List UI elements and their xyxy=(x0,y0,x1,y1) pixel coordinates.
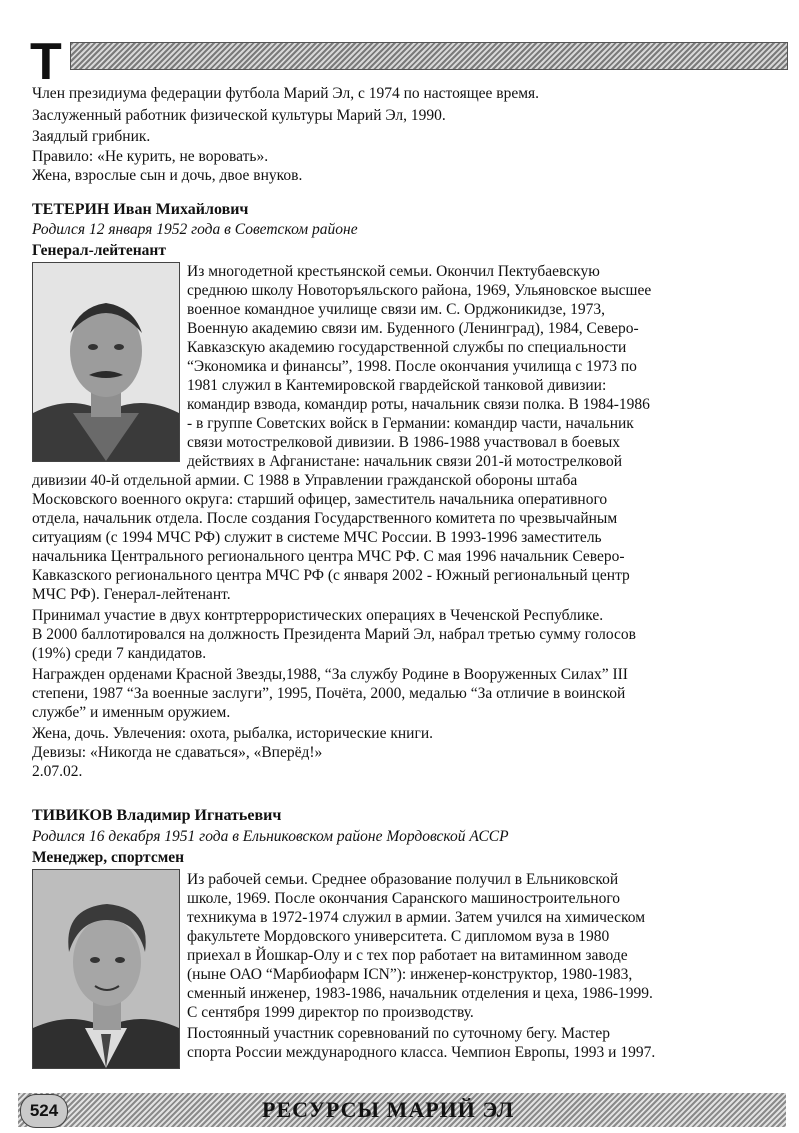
entry1-born: Родился 12 января 1952 года в Советском районе xyxy=(32,221,358,238)
entry2-portrait-photo xyxy=(32,869,180,1069)
text-line: Военную академию связи им. Буденного (Ленинград), 1984, Северо- xyxy=(187,320,639,337)
text-line: школе, 1969. После окончания Саранского машиностроительного xyxy=(187,890,621,907)
text-line: Девизы: «Никогда не сдаваться», «Вперёд!» xyxy=(32,744,323,761)
text-line: дивизии 40-й отдельной армии. С 1988 в Управлении гражданской обороны штаба xyxy=(32,472,578,489)
text-line: 2.07.02. xyxy=(32,763,83,780)
section-letter: Т xyxy=(30,33,62,91)
text-line: Принимал участие в двух контртеррористических операциях в Чеченской Республике. xyxy=(32,607,604,624)
text-line: Из многодетной крестьянской семьи. Окончил Пектубаевскую xyxy=(187,263,600,280)
text-line: Жена, дочь. Увлечения: охота, рыбалка, исторические книги. xyxy=(32,725,433,742)
text-line: Член президиума федерации футбола Марий Эл, с 1974 по настоящее время. xyxy=(32,85,540,102)
text-line: Постоянный участник соревнований по суточному бегу. Мастер xyxy=(187,1025,611,1042)
text-line: (19%) среди 7 кандидатов. xyxy=(32,645,207,662)
text-line: Жена, взрослые сын и дочь, двое внуков. xyxy=(32,167,303,184)
entry1-name: ТЕТЕРИН Иван Михайлович xyxy=(32,201,249,218)
text-line: Заядлый грибник. xyxy=(32,128,151,145)
text-line: командир взвода, командир роты, начальник связи полка. В 1984-1986 xyxy=(187,396,650,413)
text-line: Из рабочей семьи. Среднее образование получил в Ельниковской xyxy=(187,871,619,888)
text-line: МЧС РФ). Генерал-лейтенант. xyxy=(32,586,231,603)
text-line: Заслуженный работник физической культуры Марий Эл, 1990. xyxy=(32,107,446,124)
entry2-born: Родился 16 декабря 1951 года в Ельниковском районе Мордовской АССР xyxy=(32,828,509,845)
text-line: Московского военного округа: старший офицер, заместитель начальника оперативного xyxy=(32,491,608,508)
footer-title: РЕСУРСЫ МАРИЙ ЭЛ xyxy=(262,1097,515,1122)
text-line: Правило: «Не курить, не воровать». xyxy=(32,148,269,165)
text-line: приехал в Йошкар-Олу и с тех пор работает на витаминном заводе xyxy=(187,947,628,964)
header-decorative-bar xyxy=(70,42,788,70)
text-line: “Экономика и финансы”, 1998. После окончания училища с 1973 по xyxy=(187,358,637,375)
text-line: связи мотострелковой дивизии. В 1986-1988 участвовал в боевых xyxy=(187,434,620,451)
text-line: - в группе Советских войск в Германии: командир части, начальник xyxy=(187,415,634,432)
text-line: среднюю школу Новоторъяльского района, 1969, Ульяновское высшее xyxy=(187,282,652,299)
entry2-title: Менеджер, спортсмен xyxy=(32,849,185,866)
text-line: техникума в 1972-1974 служил в армии. Затем учился на химическом xyxy=(187,909,646,926)
text-line: Кавказскую академию государственной службы по специальности xyxy=(187,339,627,356)
page-number: 524 xyxy=(20,1094,68,1128)
text-line: факультете Мордовского университета. С дипломом вуза в 1980 xyxy=(187,928,610,945)
text-line: С сентября 1999 директор по производству. xyxy=(187,1004,474,1021)
text-line: отдела, начальник отдела. После создания Государственного комитета по чрезвычайным xyxy=(32,510,618,527)
text-line: Награжден орденами Красной Звезды,1988, “За службу Родине в Вооруженных Силах” III xyxy=(32,666,628,683)
text-line: военное командное училище связи им. С. Орджоникидзе, 1973, xyxy=(187,301,606,318)
text-line: спорта России международного класса. Чемпион Европы, 1993 и 1997. xyxy=(187,1044,656,1061)
text-line: 1981 служил в Кантемировской гвардейской танковой дивизии: xyxy=(187,377,607,394)
text-line: ситуациям (с 1994 МЧС РФ) служит в системе МЧС России. В 1993-1996 заместитель xyxy=(32,529,602,546)
entry2-name: ТИВИКОВ Владимир Игнатьевич xyxy=(32,807,282,824)
text-line: сменный инженер, 1983-1986, начальник отделения и цеха, 1986-1999. xyxy=(187,985,653,1002)
entry1-title: Генерал-лейтенант xyxy=(32,242,166,259)
text-line: службе” и именным оружием. xyxy=(32,704,231,721)
text-line: начальника Центрального регионального центра МЧС РФ. С мая 1996 начальник Северо- xyxy=(32,548,625,565)
text-line: Кавказского регионального центра МЧС РФ (с января 2002 - Южный региональный центр xyxy=(32,567,630,584)
entry1-portrait-photo xyxy=(32,262,180,462)
text-line: степени, 1987 “За военные заслуги”, 1995, Почёта, 2000, медалью “За отличие в воинской xyxy=(32,685,626,702)
text-line: В 2000 баллотировался на должность Президента Марий Эл, набрал третью сумму голосов xyxy=(32,626,637,643)
text-line: (ныне ОАО “Марбиофарм ICN”): инженер-конструктор, 1980-1983, xyxy=(187,966,633,983)
text-line: действиях в Афганистане: начальник связи 201-й мотострелковой xyxy=(187,453,623,470)
